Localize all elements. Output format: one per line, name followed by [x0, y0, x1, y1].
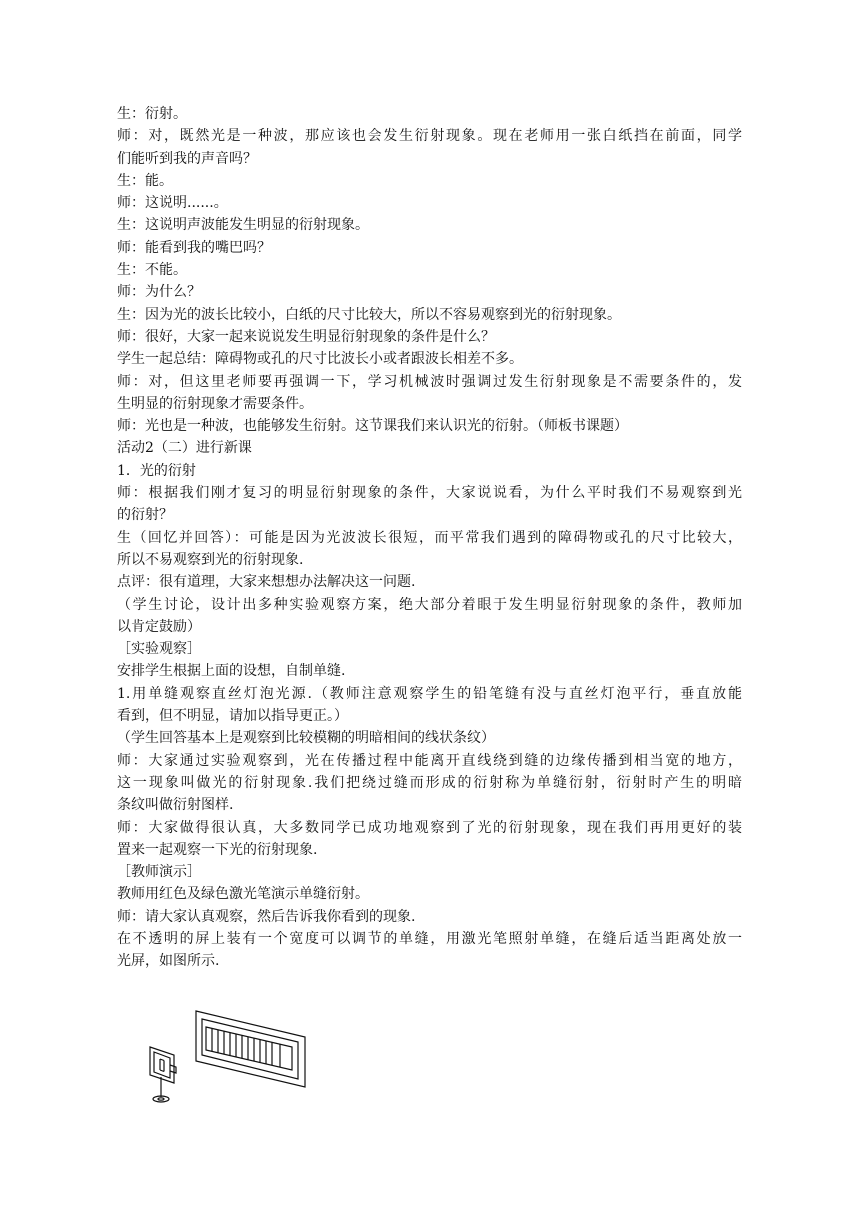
text-line: 所以不易观察到光的衍射现象.	[117, 551, 304, 568]
text-line: 生：这说明声波能发生明显的衍射现象。	[117, 217, 369, 234]
text-line: 条纹叫做衍射图样.	[117, 797, 234, 814]
text-line: 师：请大家认真观察，然后告诉我你看到的现象.	[117, 908, 416, 925]
text-line: 点评：很有道理，大家来想想办法解决这一问题.	[117, 574, 416, 591]
text-line: 生：不能。	[117, 262, 187, 279]
section-heading: 1．光的衍射	[117, 462, 196, 479]
text-line: 生：因为光的波长比较小，白纸的尺寸比较大，所以不容易观察到光的衍射现象。	[117, 306, 621, 323]
single-slit-apparatus-figure	[140, 1005, 310, 1109]
text-line: 光屏，如图所示.	[117, 953, 220, 970]
section-heading: 活动2（二）进行新课	[117, 440, 252, 457]
text-line: 教师用红色及绿色激光笔演示单缝衍射。	[117, 886, 369, 903]
text-line: 以肯定鼓励）	[117, 618, 201, 635]
text-line: 师：大家通过实验观察到，光在传播过程中能离开直线绕到缝的边缘传播到相当宽的地方，	[117, 752, 742, 769]
text-line: 生：能。	[117, 172, 173, 189]
text-line: 师：很好，大家一起来说说发生明显衍射现象的条件是什么？	[117, 328, 495, 345]
section-heading: ［教师演示］	[117, 864, 201, 881]
text-line: 师：对，但这里老师要再强调一下，学习机械波时强调过发生衍射现象是不需要条件的，发	[117, 373, 742, 390]
text-line: 师：能看到我的嘴巴吗？	[117, 239, 271, 256]
text-line: 看到，但不明显，请加以指导更正。）	[117, 708, 348, 725]
text-line: 师：对，既然光是一种波，那应该也会发生衍射现象。现在老师用一张白纸挡在前面，同学	[117, 128, 742, 145]
single-slit-apparatus-illustration	[140, 1005, 310, 1109]
text-line: 在不透明的屏上装有一个宽度可以调节的单缝，用激光笔照射单缝，在缝后适当距离处放一	[117, 930, 742, 947]
text-line: 置来一起观察一下光的衍射现象.	[117, 841, 318, 858]
text-line: 师：大家做得很认真，大多数同学已成功地观察到了光的衍射现象，现在我们再用更好的装	[117, 819, 742, 836]
text-line: 师：这说明......。	[117, 195, 228, 212]
text-line: 师：根据我们刚才复习的明显衍射现象的条件，大家说说看，为什么平时我们不易观察到光	[117, 485, 742, 502]
text-line: （学生回答基本上是观察到比较模糊的明暗相间的线状条纹）	[117, 730, 495, 747]
text-line: 生：衍射。	[117, 106, 187, 122]
text-line: 生明显的衍射现象才需要条件。	[117, 395, 313, 412]
text-line: 1.用单缝观察直丝灯泡光源.（教师注意观察学生的铅笔缝有没与直丝灯泡平行，垂直放能	[117, 685, 742, 702]
document-body	[117, 103, 742, 973]
text-line: 生（回忆并回答）：可能是因为光波波长很短，而平常我们遇到的障碍物或孔的尺寸比较大，	[117, 529, 742, 546]
text-line: 师：为什么？	[117, 284, 201, 301]
text-line: 们能听到我的声音吗？	[117, 150, 257, 167]
text-line: 这一现象叫做光的衍射现象.我们把绕过缝而形成的衍射称为单缝衍射，衍射时产生的明暗	[117, 774, 742, 791]
text-line: （学生讨论，设计出多种实验观察方案，绝大部分着眼于发生明显衍射现象的条件，教师加	[117, 596, 742, 613]
section-heading: ［实验观察］	[117, 641, 201, 658]
text-line: 师：光也是一种波，也能够发生衍射。这节课我们来认识光的衍射。（师板书课题）	[117, 418, 628, 435]
text-line: 的衍射？	[117, 507, 173, 524]
text-line: 学生一起总结：障碍物或孔的尺寸比波长小或者跟波长相差不多。	[117, 351, 523, 368]
text-line: 安排学生根据上面的设想，自制单缝.	[117, 663, 346, 680]
